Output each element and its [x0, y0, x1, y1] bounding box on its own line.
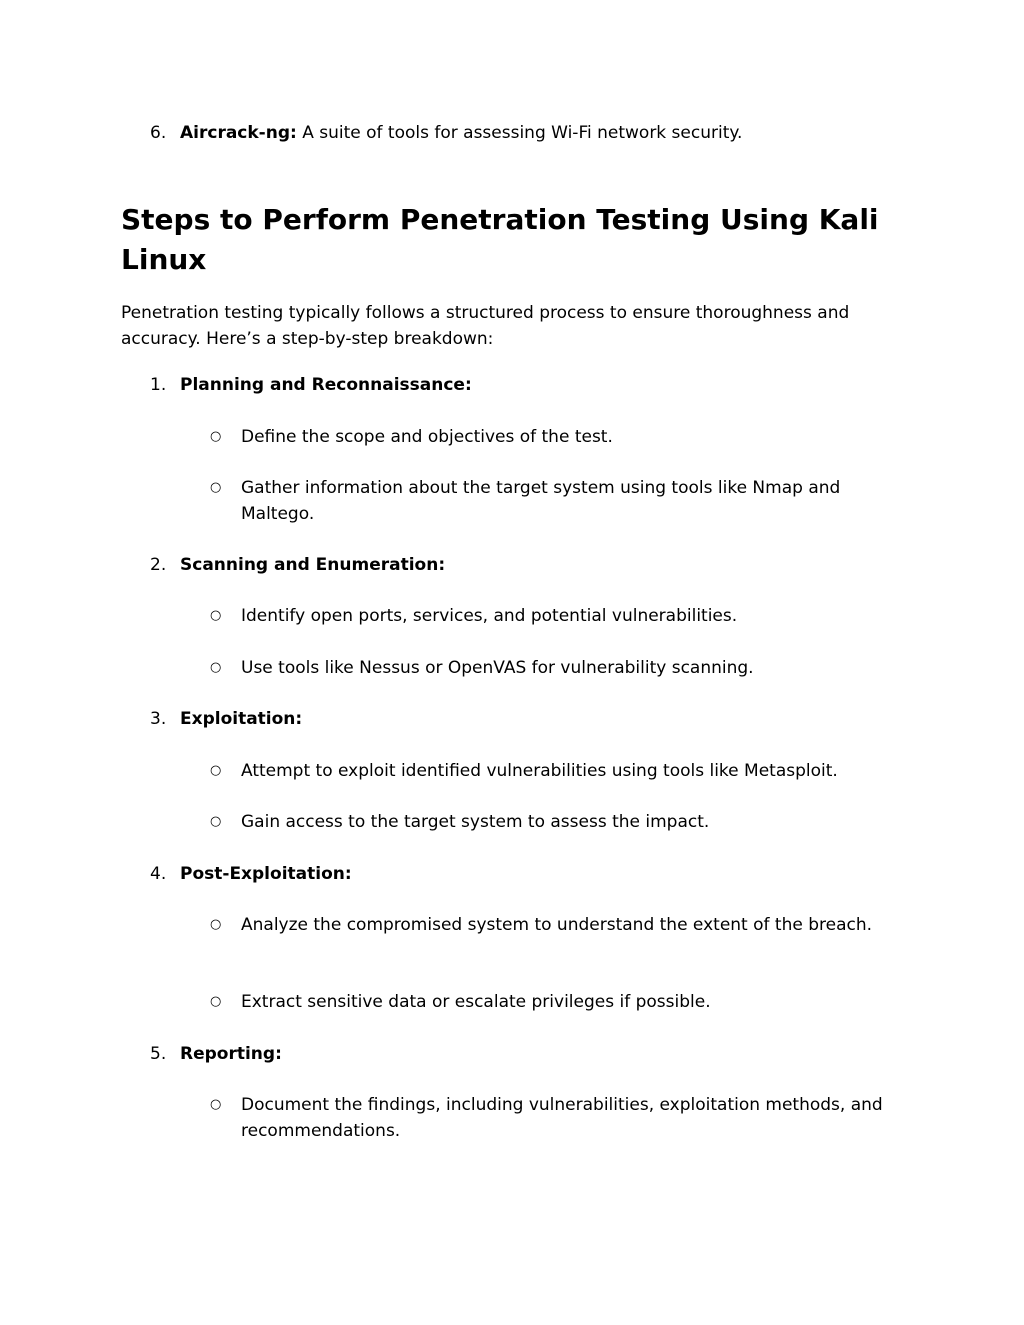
intro-paragraph: Penetration testing typically follows a structured process to ensure thoroughness and accuracy. Here’s a step-by-step breakdown: [121, 303, 850, 349]
step-bullet [210, 655, 910, 681]
step-title: Reporting: [180, 1044, 282, 1064]
bullet-marker: ○ [210, 1097, 222, 1112]
list-number: 6. [150, 123, 167, 143]
bullet-marker: ○ [210, 660, 222, 675]
step-title: Post-Exploitation: [180, 864, 352, 884]
bullet-text: Gain access to the target system to assess the impact. [241, 812, 710, 832]
step-bullet [210, 912, 910, 938]
step-bullet [210, 809, 910, 835]
bullet-text: Analyze the compromised system to understand the extent of the breach. [241, 915, 873, 935]
step-bullet [210, 1092, 910, 1144]
step-title: Exploitation: [180, 709, 303, 729]
step-bullet [210, 475, 910, 527]
tool-name: Aircrack-ng: [180, 123, 297, 143]
bullet-text: Attempt to exploit identified vulnerabilities using tools like Metasploit. [241, 761, 838, 781]
bullet-marker: ○ [210, 814, 222, 829]
step-number: 3. [150, 709, 167, 729]
step-item [150, 552, 445, 578]
bullet-marker: ○ [210, 608, 222, 623]
step-item [150, 1041, 282, 1067]
bullet-text: Define the scope and objectives of the test. [241, 427, 613, 447]
section-heading: Steps to Perform Penetration Testing Using Kali Linux [121, 203, 879, 276]
step-bullet [210, 424, 910, 450]
tool-description: A suite of tools for assessing Wi-Fi network security. [296, 123, 743, 143]
tool-list-item [150, 120, 742, 146]
bullet-marker: ○ [210, 429, 222, 444]
step-bullet [210, 989, 910, 1015]
bullet-marker: ○ [210, 480, 222, 495]
bullet-marker: ○ [210, 917, 222, 932]
step-bullet [210, 758, 910, 784]
bullet-text: Identify open ports, services, and potential vulnerabilities. [241, 606, 738, 626]
step-title: Planning and Reconnaissance: [180, 375, 472, 395]
step-title: Scanning and Enumeration: [180, 555, 446, 575]
step-item [150, 706, 302, 732]
bullet-text: Gather information about the target system using tools like Nmap and Maltego. [241, 478, 841, 524]
bullet-marker: ○ [210, 994, 222, 1009]
step-number: 5. [150, 1044, 167, 1064]
bullet-text: Document the findings, including vulnerabilities, exploitation methods, and recommendations. [241, 1095, 883, 1141]
step-item [150, 861, 352, 887]
step-number: 2. [150, 555, 167, 575]
bullet-text: Use tools like Nessus or OpenVAS for vulnerability scanning. [241, 658, 754, 678]
bullet-text: Extract sensitive data or escalate privileges if possible. [241, 992, 711, 1012]
step-bullet [210, 603, 910, 629]
bullet-marker: ○ [210, 763, 222, 778]
step-item [150, 372, 472, 398]
step-number: 1. [150, 375, 167, 395]
step-number: 4. [150, 864, 167, 884]
